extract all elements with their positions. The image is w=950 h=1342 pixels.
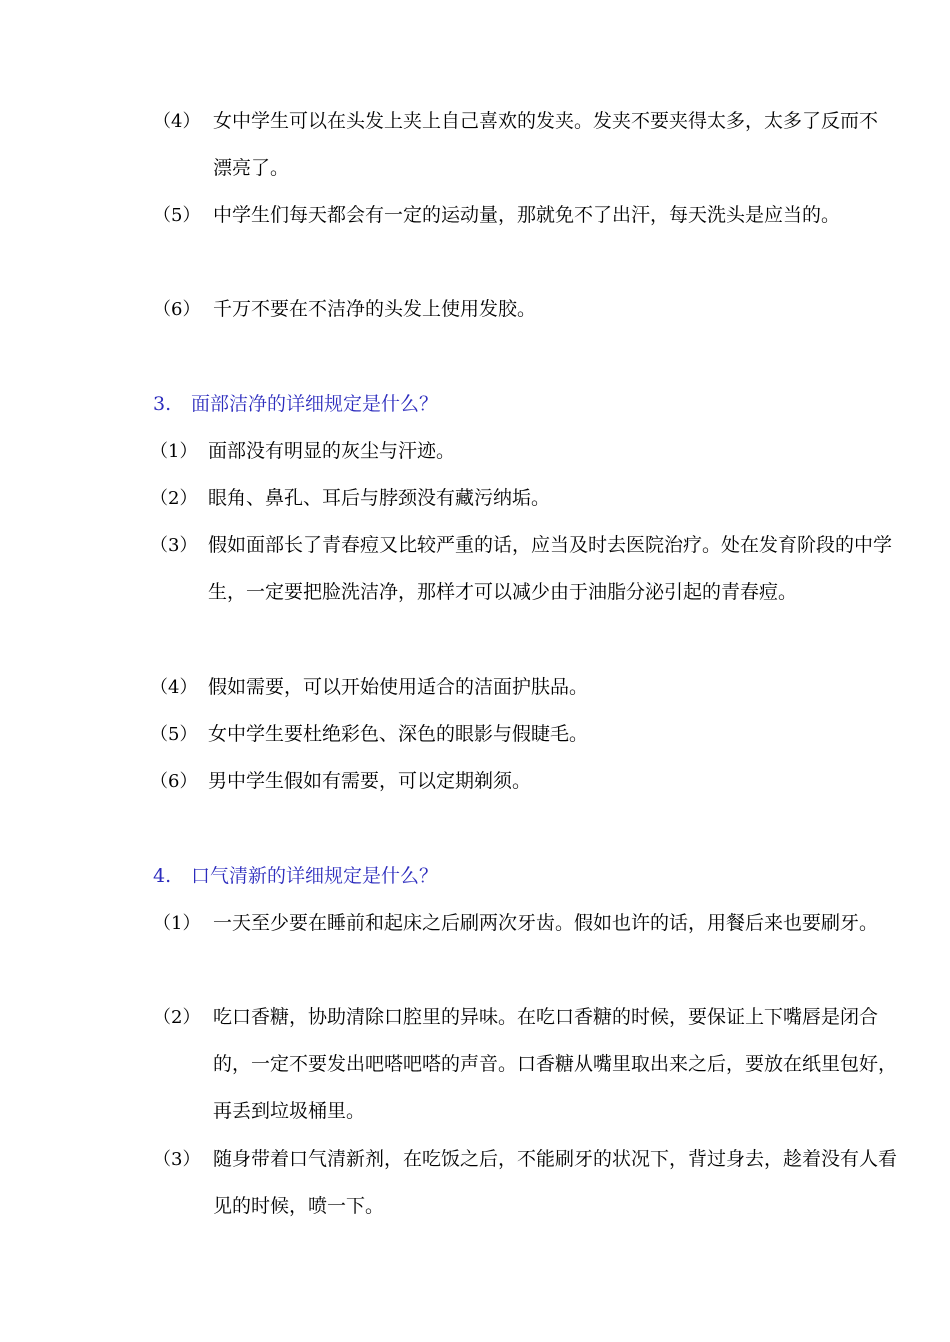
list-item-text: 千万不要在不洁净的头发上使用发胶。 [213,298,537,320]
list-item-text: 女中学生要杜绝彩色、深色的眼影与假睫毛。 [208,723,589,745]
list-item-text: 假如面部长了青春痘又比较严重的话，应当及时去医院治疗。处在发育阶段的中学生，一定要把脸洗洁净，那样才可以减少由于油脂分泌引起的青春痘。 [208,534,893,603]
list-item-number: （1） [150,441,198,462]
list-item [150,475,892,522]
list-item-number: （3） [150,535,198,556]
section-number: 3. [153,393,172,415]
list-item-number: （1） [153,913,201,934]
list-item [153,994,903,1135]
list-item-number: （3） [153,1149,201,1170]
list-item-text: 中学生们每天都会有一定的运动量，那就免不了出汗，每天洗头是应当的。 [213,204,841,226]
list-item-text: 一天至少要在睡前和起床之后刷两次牙齿。假如也许的话，用餐后来也要刷牙。 [213,912,879,934]
section-number: 4. [153,865,172,887]
list-item-number: （2） [150,488,198,509]
list-item-number: （2） [153,1007,201,1028]
list-item-number: （4） [153,111,201,132]
section-heading [153,389,438,419]
list-item [150,664,892,711]
list-item [150,428,892,475]
section-title: 口气清新的详细规定是什么？ [191,865,439,887]
list-item [150,522,892,616]
list-item [153,1136,903,1230]
list-item-text: 女中学生可以在头发上夹上自己喜欢的发夹。发夹不要夹得太多，太多了反而不漂亮了。 [213,110,879,179]
list-item-text: 眼角、鼻孔、耳后与脖颈没有藏污纳垢。 [208,487,551,509]
list-item [153,286,893,333]
list-item-text: 吃口香糖，协助清除口腔里的异味。在吃口香糖的时候，要保证上下嘴唇是闭合的，一定不要发出吧嗒吧嗒的声音。口香糖从嘴里取出来之后，要放在纸里包好，再丢到垃圾桶里。 [213,1006,898,1122]
list-item-number: （5） [150,724,198,745]
list-item-number: （6） [153,299,201,320]
list-item-text: 面部没有明显的灰尘与汗迹。 [208,440,456,462]
list-item [150,711,892,758]
list-item-text: 假如需要，可以开始使用适合的洁面护肤品。 [208,676,589,698]
list-item [150,758,892,805]
list-item-text: 随身带着口气清新剂，在吃饭之后，不能刷牙的状况下，背过身去，趁着没有人看见的时候，喷一下。 [213,1148,898,1217]
list-item-number: （4） [150,677,198,698]
list-item-number: （5） [153,205,201,226]
list-item [153,192,893,239]
list-item [153,900,903,947]
list-item-number: （6） [150,771,198,792]
section-heading [153,861,438,891]
list-item [153,98,893,192]
list-item-text: 男中学生假如有需要，可以定期剃须。 [208,770,532,792]
section-title: 面部洁净的详细规定是什么？ [191,393,439,415]
